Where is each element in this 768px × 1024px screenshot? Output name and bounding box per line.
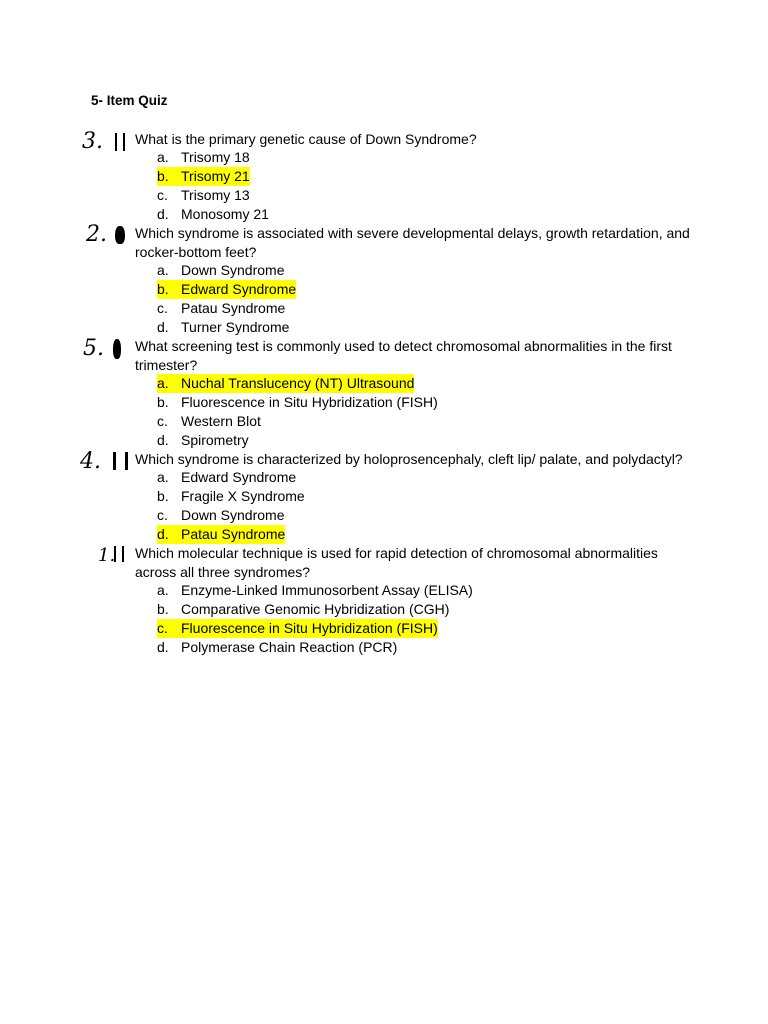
option-letter: c.	[157, 300, 168, 316]
option-letter: d.	[157, 319, 169, 335]
option-text: Edward Syndrome	[181, 281, 297, 297]
option-letter: a.	[157, 149, 169, 165]
option-text: Patau Syndrome	[181, 526, 286, 542]
option-d	[157, 638, 397, 657]
question-text: What screening test is commonly used to detect chromosomal abnormalities in the first trimester?	[135, 338, 672, 373]
option-c-highlighted	[157, 619, 438, 638]
option-text: Fragile X Syndrome	[181, 488, 305, 504]
option-d-highlighted	[157, 525, 285, 544]
handwritten-number: 2.	[86, 222, 107, 247]
option-d	[157, 205, 269, 224]
option-c	[157, 412, 261, 431]
option-d	[157, 431, 249, 450]
option-a	[157, 148, 250, 167]
option-b	[157, 487, 305, 506]
option-text: Trisomy 21	[181, 168, 250, 184]
option-letter: b.	[157, 168, 169, 184]
option-a	[157, 581, 473, 600]
handwritten-tally-icon	[115, 133, 125, 151]
question-text: Which molecular technique is used for rapid detection of chromosomal abnormalities across all three syndromes?	[135, 545, 658, 580]
option-b	[157, 600, 449, 619]
option-b	[157, 393, 438, 412]
option-text: Comparative Genomic Hybridization (CGH)	[181, 601, 450, 617]
quiz-title: 5- Item Quiz	[91, 93, 168, 108]
option-letter: d.	[157, 206, 169, 222]
option-letter: c.	[157, 507, 168, 523]
handwritten-number: 4.	[80, 449, 101, 474]
option-b-highlighted	[157, 280, 296, 299]
option-letter: b.	[157, 488, 169, 504]
handwritten-tally-icon	[113, 452, 128, 470]
option-a-highlighted	[157, 374, 414, 393]
option-letter: a.	[157, 262, 169, 278]
option-text: Trisomy 18	[181, 149, 250, 165]
option-c	[157, 186, 250, 205]
option-text: Enzyme-Linked Immunosorbent Assay (ELISA)	[181, 582, 473, 598]
handwritten-tally-icon	[113, 339, 121, 359]
option-letter: d.	[157, 432, 169, 448]
option-text: Down Syndrome	[181, 507, 285, 523]
option-text: Polymerase Chain Reaction (PCR)	[181, 639, 398, 655]
option-text: Edward Syndrome	[181, 469, 297, 485]
handwritten-number: 5.	[83, 336, 104, 361]
handwritten-tally-icon	[114, 546, 124, 562]
option-letter: b.	[157, 601, 169, 617]
option-a	[157, 261, 285, 280]
handwritten-number: 3.	[82, 129, 103, 154]
option-text: Nuchal Translucency (NT) Ultrasound	[181, 375, 415, 391]
option-text: Turner Syndrome	[181, 319, 290, 335]
option-d	[157, 318, 289, 337]
option-letter: c.	[157, 187, 168, 203]
option-text: Fluorescence in Situ Hybridization (FISH)	[181, 620, 438, 636]
option-text: Patau Syndrome	[181, 300, 286, 316]
option-text: Trisomy 13	[181, 187, 250, 203]
option-c	[157, 506, 285, 525]
option-letter: a.	[157, 469, 169, 485]
option-letter: b.	[157, 394, 169, 410]
option-c	[157, 299, 285, 318]
option-letter: b.	[157, 281, 169, 297]
option-text: Fluorescence in Situ Hybridization (FISH)	[181, 394, 438, 410]
option-letter: d.	[157, 526, 169, 542]
question-text: Which syndrome is associated with severe developmental delays, growth retardation, and rocker-bottom feet?	[135, 225, 690, 260]
option-a	[157, 468, 296, 487]
handwritten-tally-icon	[115, 226, 125, 244]
question-text: What is the primary genetic cause of Down Syndrome?	[135, 131, 477, 147]
option-letter: d.	[157, 639, 169, 655]
option-text: Western Blot	[181, 413, 261, 429]
option-text: Monosomy 21	[181, 206, 269, 222]
option-letter: a.	[157, 582, 169, 598]
question-text: Which syndrome is characterized by holoprosencephaly, cleft lip/ palate, and polydactyl?	[135, 451, 683, 467]
option-letter: a.	[157, 375, 169, 391]
option-text: Down Syndrome	[181, 262, 285, 278]
option-letter: c.	[157, 413, 168, 429]
handwritten-number: 1.	[98, 545, 116, 566]
option-text: Spirometry	[181, 432, 249, 448]
option-letter: c.	[157, 620, 168, 636]
option-b-highlighted	[157, 167, 250, 186]
